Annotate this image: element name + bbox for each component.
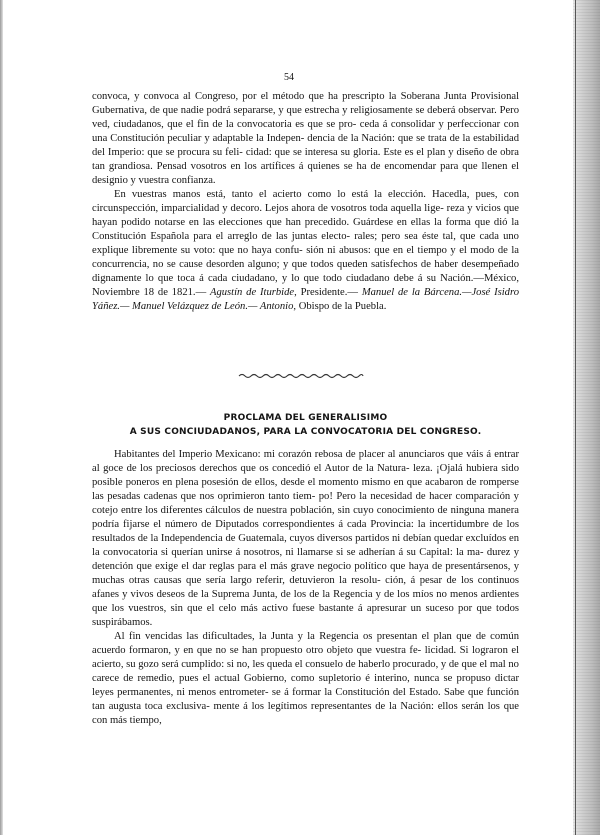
text-line: Habitantes del Imperio Mexicano: mi corazón rebosa de placer al anunciaros que — [114, 449, 464, 460]
text-line: convocatoria si querían unirse á nosotros, ni llamarse si se adherían á su Capital: la ma- — [102, 547, 484, 558]
paragraph-3 — [92, 448, 519, 630]
text-line: alguno; y que todos queden satisfechos de haber desempeñado dignamente lo que toca — [92, 259, 519, 284]
text-line: po! Pero la necesidad de hacer comparación y cotejo entre los diferentes cálculos de — [92, 491, 519, 516]
text-line: ción, á pesar de los continuos afanes y vivos deseos de la Suprema Junta, de los de la — [92, 575, 519, 600]
proclamation-title: PROCLAMA DEL GENERALISIMO — [223, 413, 388, 423]
text-line: convoca, y convoca al Congreso, por el método que ha prescripto la Soberana Junta — [92, 91, 467, 102]
text-line: de Diputados correspondientes á cada Provincia: la incertidumbre de los resultados de — [92, 519, 520, 544]
text-line: de presentársenos, y muchas otras causas que sería largo referir, detuvieron la resolu- — [92, 561, 519, 586]
signature-role: , Presidente.— — [294, 287, 362, 298]
text-line: váis á entrar al goce de los preciosos derechos que os concedió el Autor de la Natura- — [92, 449, 519, 474]
text-block-proclamation — [92, 448, 519, 728]
text-line: rales; pero sea éste tal, que cada uno explique libremente su voto: que no haya confu- — [92, 231, 519, 256]
text-line: se deberá observar. Pero ved, ciudadanos, que el fin de la convocatoria es que se pro- — [92, 105, 520, 130]
text-line: dencia de la Nación: que se trata de la estabilidad del Imperio: que se procura su feli- — [92, 133, 519, 158]
text-line: sión ni abusos: que en el tiempo y el modo de la concurrencia, no se cause desorden — [92, 245, 519, 270]
proclamation-subtitle: A SUS CONCIUDADANOS, PARA LA CONVOCATORIA DEL CONGRESO. — [129, 427, 482, 437]
text-line: la Independencia de Guatemala, cuyos diversos partidos ni debían quedar excluídos en la — [92, 533, 520, 558]
text-line: ceda á consolidar y perfeccionar con una Constitución peculiar y adaptable la Indepen- — [92, 119, 519, 144]
text-line: En vuestras manos está, tanto el acierto como lo está la elección. Hacedla, pues, — [114, 189, 498, 200]
signature-velazquez: Manuel Velázquez de León.— Antonio — [132, 301, 294, 312]
signature-role-bishop: , Obispo de la Puebla. — [293, 301, 387, 312]
page-number: 54 — [284, 72, 294, 83]
text-line: reza y vicios que hayan podido notarse en las elecciones que han precedido. Guárdese — [92, 203, 520, 228]
text-block-convocation — [92, 90, 519, 314]
signature-iturbide: Agustín de Iturbide — [209, 287, 295, 298]
text-line: nuestra población, sin cuyo conocimiento de ninguna manera podría fijarse el número — [92, 505, 519, 530]
text-line: vosotros en los artífices á quienes se ha de encomendar para que llenen el designio y — [92, 161, 519, 186]
scan-edge-right — [573, 0, 600, 835]
text-line: mismo en que acabaron de romperse las pesadas cadenas que nos oprimieron tanto tiem- — [92, 477, 519, 502]
text-line: supletorio é interino, nunca se propuso dictar leyes permanentes, ni menos entrometer- — [92, 673, 519, 698]
text-line: Provisional Gubernativa, de que nadie podrá separarse, y que estrecha y religiosamente — [92, 91, 520, 116]
paragraph-1 — [92, 90, 519, 188]
text-line: mente á los legítimos representantes de la Nación: ellos serán los que con más tiempo, — [92, 701, 519, 726]
text-line: en ellas la forma que dió la Constitución Española para el arreglo de las juntas electo- — [92, 217, 519, 242]
text-line: licidad. Si lograron el acierto, su gozo será cumplido: si no, les queda el consuelo de — [92, 645, 520, 670]
text-line: cidad: que se interesa su gloria. Este es el plan y diseño de obra tan grandiosa. Pensad — [92, 147, 519, 172]
paragraph-2 — [92, 188, 519, 314]
section-divider-ornament — [238, 372, 364, 380]
signature-barcena-yanez: Manuel de la Bárcena.—José Isidro Yáñez.— — [92, 287, 520, 312]
text-line: durez y detención que exige el dar reglas para el más grave negocio político que haya — [92, 547, 519, 572]
text-line: se á formar la Constitución del Estado. Sabe que función tan augusta toca exclusiva- — [92, 687, 520, 712]
text-line: de común acuerdo formaron, y en que no se han propuesto otro objeto que vuestra fe- — [92, 631, 520, 656]
text-line: con circunspección, imparcialidad y decoro. Lejos ahora de vosotros toda aquella lige- — [92, 189, 520, 214]
text-line: Al fin vencidas las dificultades, la Junta y la Regencia os presentan el plan que — [114, 631, 472, 642]
text-line: vuestra confianza. — [138, 175, 216, 186]
paragraph-4 — [92, 630, 519, 728]
text-line: leza. ¡Ojalá hubiera sido posible poneros en plena posesión de ellos, desde el momento — [92, 463, 519, 488]
text-line: haberlo procurado, y de que el mal no carece de remedio, pues el actual Gobierno, como — [92, 659, 519, 684]
text-line: de 1821.— — [157, 287, 210, 298]
text-line: á cada ciudadano, y lo que todo ciudadano debe á su Nación.—México, Noviembre 18 — [92, 273, 520, 298]
text-line: fuese bastante á apresurar un suceso por que todos suspirábamos. — [92, 603, 520, 628]
text-line: Regencia y de los míos no menos ardientes que los vuestros, sin que el celo más activo — [92, 589, 519, 614]
